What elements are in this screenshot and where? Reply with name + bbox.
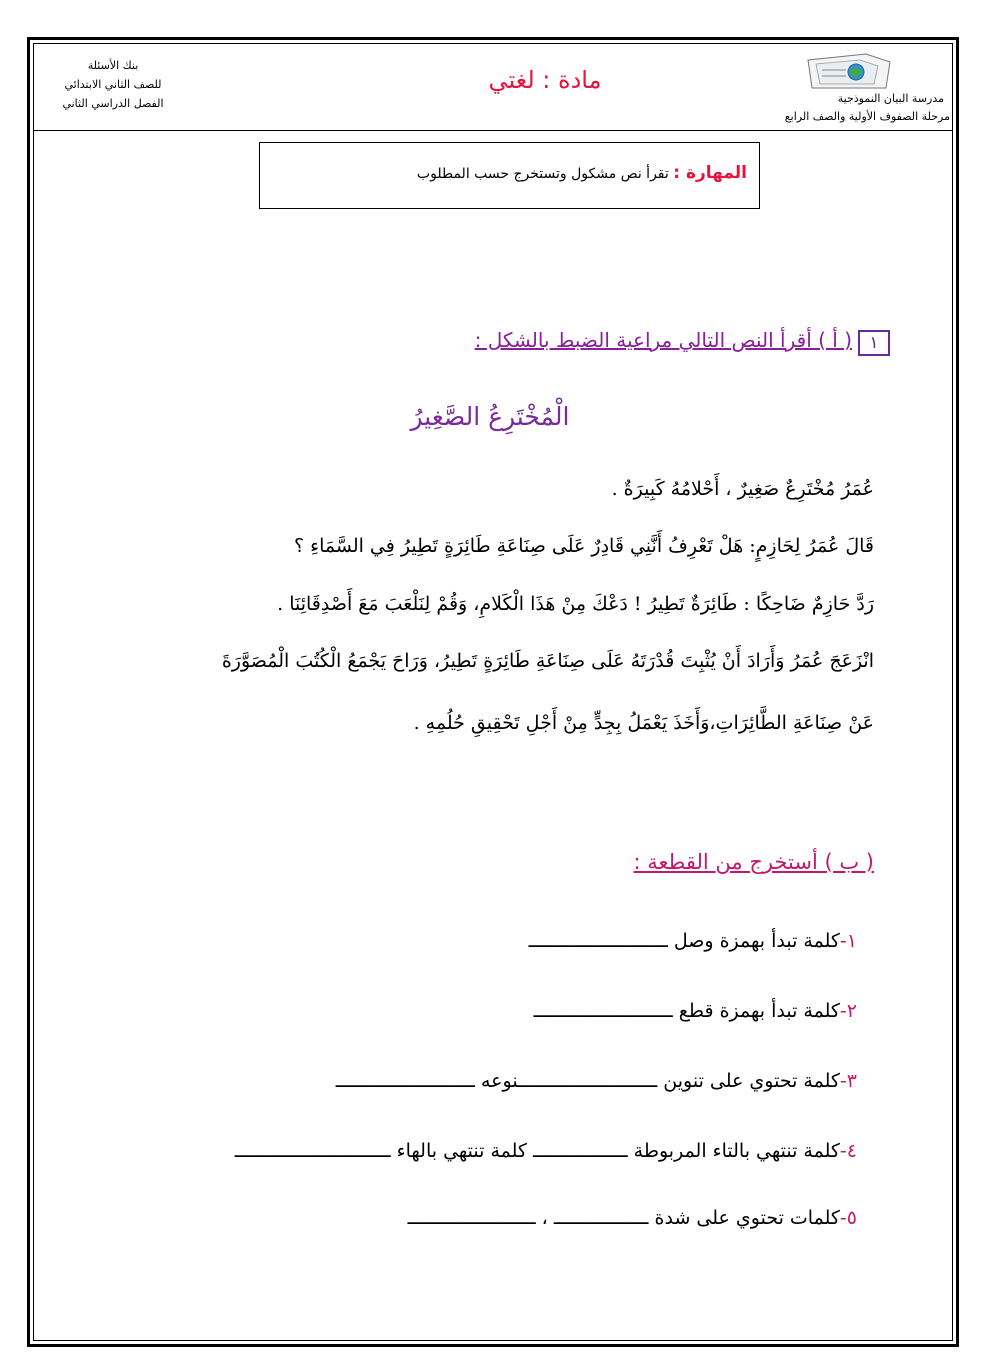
question-a-title: ( أ ) أقرأ النص التالي مراعية الضبط بالشكل : [474,328,852,352]
story-line: انْزَعَجَ عُمَرُ وَأَرَادَ أَنْ يُثْبِتَ قُدْرَتَهُ عَلَى صِنَاعَةِ طَائِرَةٍ تَطِيرُ، وَرَاحَ يَجْمَعُ الْكُتُبَ الْمُصَوَّرَةَ [221,650,874,672]
skill-box [259,142,760,209]
header-divider [33,130,953,131]
story-line: عَنْ صِنَاعَةِ الطَّائِرَاتِ،وَأَخَذَ يَعْمَلُ بِجِدٍّ مِنْ أَجْلِ تَحْقِيقِ حُلُمِهِ . [413,712,874,734]
subject-title: مادة : لغتي [488,66,602,94]
task-number: ٤- [839,1140,857,1162]
task-item [529,930,857,952]
question-bank-info [48,56,178,113]
task-text: كلمة تنتهي بالتاء المربوطة ـــــــــــــــــ كلمة تنتهي بالهاء ــــــــــــــــــــــــــــ [234,1140,840,1162]
task-number: ١- [839,930,857,952]
story-title: الْمُخْتَرِعُ الصَّغِيرُ [410,402,570,431]
task-number: ٥- [839,1207,857,1229]
school-logo-icon [806,52,892,92]
story-line: قَالَ عُمَرُ لِحَازِمٍ: هَلْ تَعْرِفُ أَنَّنِي قَادِرٌ عَلَى صِنَاعَةِ طَائِرَةٍ تَطِيرُ فِي السَّمَاءِ ؟ [294,535,874,557]
question-number-badge: ١ [858,330,890,356]
task-item [235,1140,857,1162]
bank-line: للصف الثاني الابتدائي [64,78,162,91]
task-item [336,1070,857,1092]
task-text: كلمة تبدأ بهمزة وصل ـــــــــــــــــــــــــ [528,930,840,952]
bank-line: الفصل الدراسي الثاني [62,97,164,110]
question-b-title: ( ب ) أستخرج من القطعة : [633,850,874,874]
school-stage: مرحلة الصفوف الأولية والصف الرابع [784,110,950,123]
task-item [408,1207,857,1229]
task-text: كلمات تحتوي على شدة ـــــــــــــــــ ، ـــــــــــــــــــــــ [407,1207,840,1229]
task-number: ٣- [839,1070,857,1092]
skill-label: المهارة : [673,163,747,183]
task-number: ٢- [839,1000,857,1022]
story-line: عُمَرُ مُخْتَرِعٌ صَغِيرٌ ، أَحْلامُهُ كَبِيرَةٌ . [611,478,874,500]
task-text: كلمة تحتوي على تنوين ـــــــــــــــــــــــــنوعه ـــــــــــــــــــــــــ [335,1070,840,1092]
school-name: مدرسة البيان النموذجية [837,92,944,105]
task-text: كلمة تبدأ بهمزة قطع ـــــــــــــــــــــــــ [533,1000,840,1022]
story-line: رَدَّ حَازِمٌ ضَاحِكًا : طَائِرَةٌ تَطِيرُ ! دَعْكَ مِنْ هَذَا الْكَلامِ، وَقُمْ لِنَلْعَبَ مَعَ أَصْدِقَائِنَا . [277,593,874,615]
skill-statement [417,163,747,183]
task-item [534,1000,857,1022]
skill-text: تقرأ نص مشكول وتستخرج حسب المطلوب [416,166,669,182]
bank-line: بنك الأسئلة [87,59,139,72]
